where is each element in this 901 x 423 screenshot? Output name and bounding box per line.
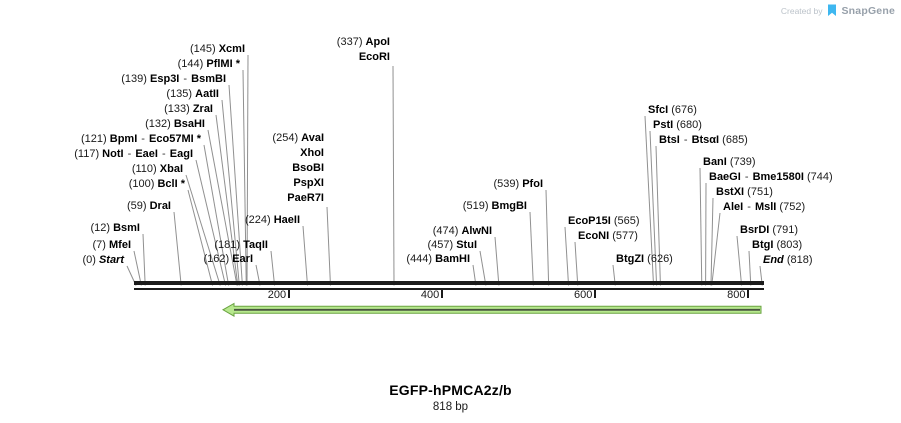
leader-line-BclI: [188, 190, 213, 286]
ruler-tick-label-800: 800: [727, 289, 746, 301]
leader-line-EcoNI: [575, 242, 578, 286]
enzyme-name: AvaI: [301, 132, 324, 144]
separator: -: [180, 73, 191, 85]
ruler-tick-200: [288, 289, 290, 298]
leader-line-AvaI: [327, 207, 330, 286]
leader-line-BstXI: [711, 198, 713, 286]
leader-line-BanI: [700, 168, 702, 286]
site-position: (565): [610, 215, 640, 227]
enzyme-name: XhoI: [300, 147, 324, 159]
site-position: (7): [92, 239, 109, 251]
snapgene-flag-icon: [826, 4, 837, 17]
ruler-tick-label-400: 400: [420, 289, 440, 301]
enzyme-name: End: [763, 254, 784, 266]
site-position: (337): [336, 36, 366, 48]
site-label-BanI: [703, 155, 756, 170]
site-label-EcoNI: [578, 229, 638, 244]
enzyme-name: ZraI: [192, 103, 213, 115]
enzyme-name: EagI: [169, 148, 193, 160]
separator: -: [741, 171, 752, 183]
separator: -: [680, 134, 691, 146]
enzyme-name: MslI: [754, 201, 777, 213]
site-label-End: [763, 253, 813, 268]
enzyme-name: TaqII: [243, 239, 268, 251]
ruler-tick-800: [747, 289, 749, 298]
map-title: EGFP-hPMCA2z/b: [389, 382, 512, 398]
site-position: (539): [493, 178, 523, 190]
leader-line-ApoI: [393, 66, 394, 286]
site-label-BsrDI: [740, 223, 798, 238]
map-title-block: [0, 382, 901, 413]
enzyme-name: AleI: [723, 201, 744, 213]
site-label-EarI: [203, 252, 253, 267]
site-label-NotI: [74, 147, 193, 162]
enzyme-name: BtsαI: [691, 134, 720, 146]
site-label-DraI: [127, 199, 171, 214]
enzyme-name: EcoRI: [358, 51, 390, 63]
enzyme-name: Esp3I: [150, 73, 180, 85]
site-position: (457): [427, 239, 457, 251]
site-position: (577): [609, 230, 638, 242]
leader-line-DraI: [174, 212, 181, 286]
site-label-PflMI: [178, 57, 240, 72]
enzyme-name: StuI: [456, 239, 477, 251]
enzyme-name: Eco57MI *: [149, 133, 201, 145]
enzyme-name: EcoP15I: [568, 215, 611, 227]
enzyme-name: PaeR7I: [287, 192, 324, 204]
site-label-BamHI: [406, 252, 470, 267]
site-position: (181): [214, 239, 244, 251]
enzyme-name: PfoI: [522, 178, 543, 190]
leader-line-HaeII: [303, 226, 307, 286]
site-label-AlwNI: [433, 224, 492, 239]
separator: -: [158, 148, 169, 160]
enzyme-name: PstI: [653, 119, 674, 131]
site-position: (139): [121, 73, 151, 85]
site-position: (132): [145, 118, 174, 130]
leader-line-EcoP15I: [565, 227, 569, 286]
enzyme-name: EaeI: [135, 148, 158, 160]
site-position: (676): [668, 104, 697, 116]
site-position: (444): [406, 253, 436, 265]
site-label-BclI: [129, 177, 185, 192]
site-position: (752): [776, 201, 806, 213]
separator: -: [744, 201, 754, 213]
ruler-line: [134, 288, 764, 290]
enzyme-name: EarI: [232, 253, 253, 265]
site-position: (685): [719, 134, 748, 146]
enzyme-name: BmgBI: [491, 200, 527, 212]
enzyme-name: BanI: [703, 156, 727, 168]
ruler-tick-label-200: 200: [267, 289, 287, 301]
site-position: (803): [773, 239, 803, 251]
enzyme-name: XcmI: [218, 43, 245, 55]
site-position: (818): [783, 254, 813, 266]
site-label-EcoP15I: [568, 214, 640, 229]
site-label-SfcI: [648, 103, 697, 118]
site-label-Start: [82, 253, 124, 268]
leader-line-AlwNI: [495, 237, 499, 286]
enzyme-name: MfeI: [109, 239, 131, 251]
site-position: (519): [462, 200, 492, 212]
enzyme-name: EcoNI: [578, 230, 610, 242]
map-length: 818 bp: [432, 401, 469, 413]
enzyme-name: HaeII: [273, 214, 300, 226]
ruler-tick-600: [594, 289, 596, 298]
site-label-TaqII: [214, 238, 268, 253]
site-position: (0): [82, 254, 99, 266]
site-label-XcmI: [190, 42, 245, 57]
snapgene-credit: [781, 4, 895, 17]
site-position: (162): [203, 253, 233, 265]
site-position: (100): [128, 178, 158, 190]
site-position: (110): [131, 163, 160, 175]
site-label-XbaI: [132, 162, 183, 177]
site-label-BtgI: [752, 238, 802, 253]
site-label-AleI: [723, 200, 805, 215]
enzyme-name: BtgI: [752, 239, 774, 251]
enzyme-name: Bme1580I: [752, 171, 804, 183]
created-by-text: Created by: [780, 5, 823, 16]
enzyme-name: BtsI: [659, 134, 680, 146]
site-position: (254): [272, 132, 302, 144]
leader-line-BsrDI: [737, 236, 742, 286]
leader-line-AleI: [712, 213, 720, 286]
site-label-BtgZI: [616, 252, 673, 267]
site-label-Esp3I: [121, 72, 226, 87]
enzyme-name: BstXI: [716, 186, 745, 198]
enzyme-name: NotI: [102, 148, 124, 160]
enzyme-name: BsmI: [113, 222, 140, 234]
site-position: (626): [644, 253, 673, 265]
site-position: (117): [74, 148, 103, 160]
site-position: (791): [769, 224, 799, 236]
site-label-HaeII: [245, 213, 300, 228]
enzyme-name: BsmBI: [191, 73, 226, 85]
enzyme-name: BamHI: [435, 253, 470, 265]
site-position: (135): [166, 88, 196, 100]
site-position: (474): [432, 225, 462, 237]
ruler-tick-400: [441, 289, 443, 298]
site-label-BsmI: [90, 221, 140, 236]
enzyme-name: DraI: [149, 200, 171, 212]
enzyme-name: SfcI: [648, 104, 669, 116]
enzyme-name: Start: [98, 254, 124, 266]
site-label-ApoI: [337, 35, 390, 65]
site-label-MfeI: [93, 238, 132, 253]
separator: -: [138, 133, 149, 145]
enzyme-name: BsaHI: [173, 118, 205, 130]
enzyme-name: ApoI: [365, 36, 390, 48]
site-label-AatII: [166, 87, 219, 102]
site-label-PfoI: [493, 177, 543, 192]
enzyme-name: AatII: [195, 88, 219, 100]
site-position: (145): [189, 43, 219, 55]
site-label-AvaI: [272, 131, 324, 206]
site-position: (144): [177, 58, 207, 70]
enzyme-name: BpmI: [109, 133, 138, 145]
leader-line-BsmI: [143, 234, 145, 286]
enzyme-name: BsrDI: [740, 224, 770, 236]
site-position: (59): [126, 200, 150, 212]
snapgene-brand-text: SnapGene: [841, 4, 895, 17]
separator: -: [124, 148, 135, 160]
enzyme-name: BtgZI: [616, 253, 645, 265]
enzyme-name: PspXI: [293, 177, 324, 189]
site-label-BmgBI: [463, 199, 527, 214]
enzyme-name: XbaI: [159, 163, 183, 175]
site-position: (680): [673, 119, 702, 131]
ruler-tick-label-600: 600: [574, 289, 593, 301]
site-position: (121): [81, 133, 110, 145]
enzyme-name: BclI *: [157, 178, 185, 190]
leader-line-PfoI: [546, 190, 549, 286]
sequence-bar: [134, 281, 764, 286]
enzyme-name: BaeGI: [709, 171, 741, 183]
site-position: (744): [803, 171, 833, 183]
site-label-PstI: [653, 118, 702, 133]
site-label-StuI: [427, 238, 477, 253]
site-label-BsaHI: [145, 117, 205, 132]
site-label-BstXI: [716, 185, 773, 200]
site-label-ZraI: [164, 102, 213, 117]
site-position: (739): [726, 156, 756, 168]
site-position: (133): [164, 103, 193, 115]
site-label-BpmI: [81, 132, 201, 147]
site-label-BaeGI: [709, 170, 833, 185]
site-label-BtsI: [659, 133, 748, 148]
site-position: (751): [744, 186, 773, 198]
site-position: (224): [244, 214, 274, 226]
enzyme-name: AlwNI: [461, 225, 492, 237]
site-position: (12): [90, 222, 114, 234]
enzyme-name: PflMI *: [206, 58, 240, 70]
leader-line-BmgBI: [530, 212, 533, 286]
enzyme-name: BsoBI: [292, 162, 324, 174]
